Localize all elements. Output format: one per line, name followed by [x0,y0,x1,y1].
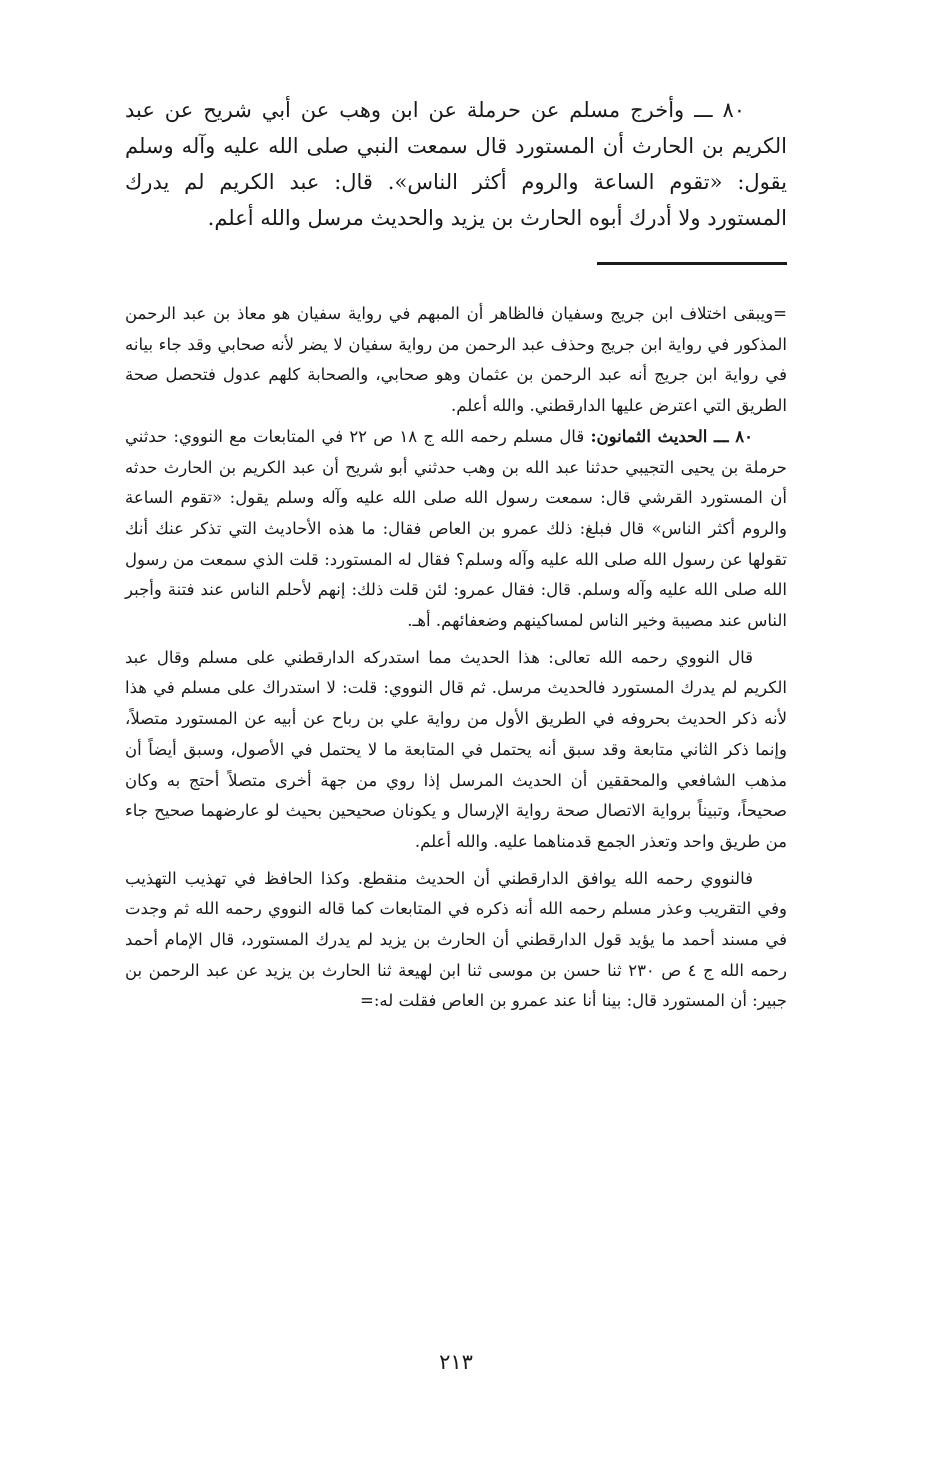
footnote-continuation: =ويبقى اختلاف ابن جريج وسفيان فالظاهر أن المبهم في رواية سفيان هو معاذ بن عبد الرحمن المذكور في رواية ابن جريج وحذف عبد الرحمن من رواية سفيان لا يضر لأنه صحابي وقد جاء بيانه في رواية ابن جريج أنه عبد الرحمن بن عثمان وهو صحابي، والصحابة كلهم عدول فتحصل صحة الطريق التي اعترض عليها الدارقطني. والله أعلم. [125,304,787,416]
book-page [125,92,787,1422]
page-number: ٢١٣ [439,1350,473,1374]
footnote-conclusion-paragraph: فالنووي رحمه الله يوافق الدارقطني أن الحديث منقطع. وكذا الحافظ في تهذيب التهذيب وفي التقريب وعذر مسلم رحمه الله أنه ذكره في المتابعات كما قاله النووي رحمه الله ثم وجدت في مسند أحمد ما يؤيد قول الدارقطني أن الحارث بن يزيد لم يدرك المستورد، قال الإمام أحمد رحمه الله ج ٤ ص ٢٣٠ ثنا حسن بن موسى ثنا ابن لهيعة ثنا الحارث بن يزيد عن عبد الرحمن بن جبير: أن المستورد قال: بينا أنا عند عمرو بن العاص فقلت له:= [125,868,787,1011]
hadith-label: ٨٠ ـــ الحديث الثمانون: [590,426,753,446]
footnote-nawawi-paragraph: قال النووي رحمه الله تعالى: هذا الحديث مما استدركه الدارقطني على مسلم وقال عبد الكريم لم يدرك المستورد فالحديث مرسل. ثم قال النووي: قلت: لا استدراك على مسلم في هذا لأنه ذكر الحديث بحروفه في الطريق الأول من رواية علي بن رباح عن أبيه عن المستورد متصلاً، وإنما ذكر الثاني متابعة وقد سبق أنه يحتمل في المتابعة ما لا يحتمل في الأصول، وسبق أيضاً أن مذهب الشافعي والمحققين أن الحديث المرسل إذا روي من جهة أخرى متصلاً أحتج به وكان صحيحاً، وتبيناً برواية الاتصال صحة رواية الإرسال و يكونان صحيحين بحيث لو عارضهما صحيح جاء من طريق واحد وتعذر الجمع قدمناهما عليه. والله أعلم. [125,647,787,851]
footnote-hadith-paragraph [125,422,787,637]
footnotes-block [125,299,787,1017]
hadith-text: قال مسلم رحمه الله ج ١٨ ص ٢٢ في المتابعات مع النووي: حدثني حرملة بن يحيى التجيبي حدثنا عبد الله بن وهب حدثني أبو شريح أن عبد الكريم بن الحارث حدثه أن المستورد القرشي قال: سمعت رسول الله صلى الله عليه وآله وسلم يقول: «تقوم الساعة والروم أكثر الناس» قال فبلغ: ذلك عمرو بن العاص فقال: ما هذه الأحاديث التي تذكر عنك أنك تقولها عن رسول الله صلى الله عليه وآله وسلم؟ فقال له المستورد: قلت الذي سمعت من رسول الله صلى الله عليه وآله وسلم. قال: فقال عمرو: لئن قلت ذلك: إنهم لأحلم الناس عند فتنة وأجبر الناس عند مصيبة وخير الناس لمساكينهم وضعفائهم. أهـ. [125,426,787,631]
footnote-separator [597,262,787,265]
main-text-block [125,92,787,236]
main-paragraph: ٨٠ ـــ وأخرج مسلم عن حرملة عن ابن وهب عن أبي شريح عن عبد الكريم بن الحارث أن المستورد قال سمعت النبي صلى الله عليه وآله وسلم يقول: «تقوم الساعة والروم أكثر الناس». قال: عبد الكريم لم يدرك المستورد ولا أدرك أبوه الحارث بن يزيد والحديث مرسل والله أعلم. [125,98,787,230]
